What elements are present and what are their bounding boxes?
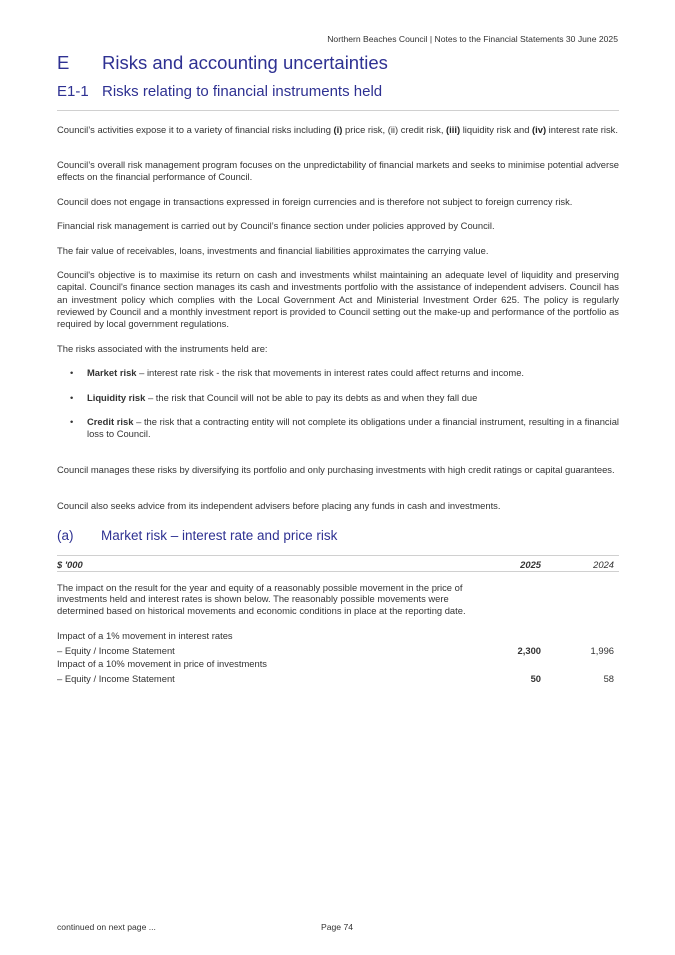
text-bold: (i) <box>333 124 343 135</box>
row-label: – Equity / Income Statement <box>57 645 175 656</box>
column-2025: 2025 <box>520 559 541 570</box>
paragraph-advice: Council also seeks advice from its independent advisers before placing any funds in cash and investments. <box>57 500 501 511</box>
paragraph-risk-management: Financial risk management is carried out by Council’s finance section under policies approved by Council. <box>57 220 495 231</box>
term: Market risk <box>87 367 137 378</box>
paragraph-foreign-currency: Council does not engage in transactions expressed in foreign currencies and is therefore not subject to foreign currency risk. <box>57 196 573 207</box>
value-2024: 58 <box>603 673 614 684</box>
list-item-text <box>87 367 619 379</box>
value-2025: 50 <box>530 673 541 684</box>
continued-note: continued on next page ... <box>57 922 156 932</box>
paragraph-financial-risks <box>57 124 619 136</box>
paragraph-fair-value: The fair value of receivables, loans, investments and financial liabilities approximates the carrying value. <box>57 245 489 256</box>
list-item-text <box>87 416 619 441</box>
paragraph-risks-intro: The risks associated with the instruments held are: <box>57 343 268 354</box>
table-row <box>57 658 619 670</box>
text: price risk, (ii) credit risk, <box>342 124 447 135</box>
list-item-text <box>87 392 619 404</box>
heading-divider <box>57 110 619 111</box>
text-bold: (iii) <box>446 124 461 135</box>
table-row <box>57 630 619 642</box>
table-row <box>57 673 619 685</box>
table-description: The impact on the result for the year and equity of a reasonably possible movement in the price of investments held and interest rates is shown below. The reasonably possible movements were determined based on historical movements and economic conditions in place at the reporting date. <box>57 582 466 616</box>
bullet-icon: • <box>70 367 74 378</box>
row-label: Impact of a 1% movement in interest rates <box>57 630 233 641</box>
paragraph-risk-program: Council’s overall risk management program focuses on the unpredictability of financial markets and seeks to minimise potential adverse effects on the financial performance of Council. <box>57 159 619 183</box>
row-label: Impact of a 10% movement in price of investments <box>57 658 267 669</box>
paragraph-objective: Council's objective is to maximise its return on cash and investments whilst maintaining an adequate level of liquidity and preserving capital. Council's finance section manages its cash and investments portfolio with the assistance of independent advisers. Council has an investment policy which complies with the Local Government Act and Ministerial Investment Order 625. The policy is regularly reviewed by Council and a monthly investment report is provided to Council setting out the make-up and performance of the portfolio as required by local government regulations. <box>57 269 619 330</box>
section-heading <box>57 52 388 74</box>
term: Credit risk <box>87 416 134 427</box>
section-number: E <box>57 52 70 73</box>
unit-label: $ '000 <box>57 559 83 570</box>
row-label: – Equity / Income Statement <box>57 673 175 684</box>
bullet-icon: • <box>70 392 74 403</box>
subsection-number: E1-1 <box>57 83 89 100</box>
section-title: Risks and accounting uncertainties <box>102 52 388 73</box>
table-row <box>57 645 619 657</box>
table-header-rule <box>57 571 619 572</box>
text: interest rate risk. <box>546 124 618 135</box>
column-2024: 2024 <box>593 559 614 570</box>
running-header: Northern Beaches Council | Notes to the Financial Statements 30 June 2025 <box>327 34 618 44</box>
value-2025: 2,300 <box>517 645 541 656</box>
text: Council’s activities expose it to a variety of financial risks including <box>57 124 334 135</box>
paragraph-manages-risks: Council manages these risks by diversifying its portfolio and only purchasing investments with high credit ratings or capital guarantees. <box>57 464 615 475</box>
page-number: Page 74 <box>321 922 354 932</box>
subsection-a-heading <box>57 528 337 543</box>
table-top-rule <box>57 555 619 556</box>
term: Liquidity risk <box>87 392 146 403</box>
definition: – the risk that a contracting entity will not complete its obligations under a financial instrument, resulting in a financial loss to Council. <box>87 416 619 440</box>
bullet-icon: • <box>70 416 74 427</box>
subsection-heading <box>57 83 382 100</box>
subsection-title: Risks relating to financial instruments held <box>102 83 383 100</box>
text: liquidity risk and <box>460 124 533 135</box>
subsection-a-number: (a) <box>57 528 74 543</box>
definition: – the risk that Council will not be able to pay its debts as and when they fall due <box>145 392 478 403</box>
value-2024: 1,996 <box>590 645 614 656</box>
definition: – interest rate risk - the risk that movements in interest rates could affect returns and income. <box>136 367 525 378</box>
subsection-a-title: Market risk – interest rate and price risk <box>101 528 338 543</box>
text-bold: (iv) <box>532 124 547 135</box>
table-header <box>57 557 619 571</box>
